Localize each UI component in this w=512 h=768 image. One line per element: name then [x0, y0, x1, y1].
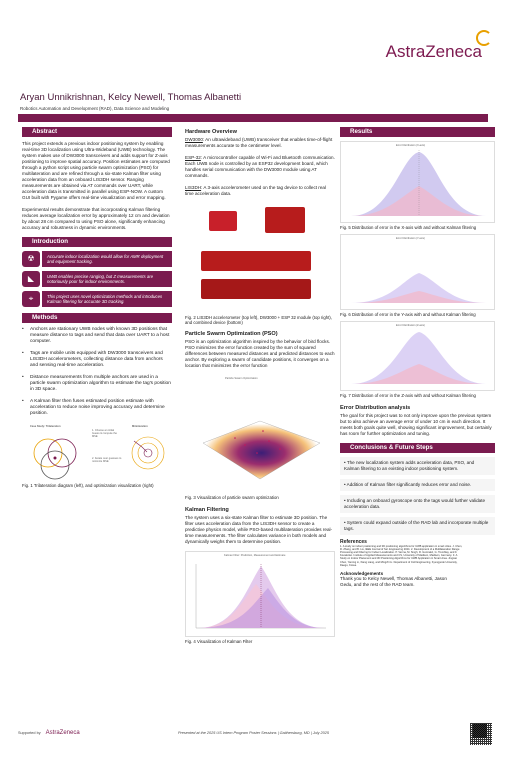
- methods-heading: Methods: [22, 313, 172, 323]
- fig7-caption: Fig. 7 Distribution of error in the Z-axis with and without Kalman filtering: [340, 393, 476, 399]
- pso-body: PSO is an optimization algorithm inspired by the behavior of bird flocks. PSO minimizes the error function created by the sum of squared differences between measured distances and predicted distances to each anchor. By exploring a swarm of candidate positions, it converges on a location that minimizes the error function: [185, 339, 335, 369]
- methods-item: • Distance measurements from multiple anchors are used in a particle swarm optimization algorithm to estimate the tag's position in 3D space.: [22, 375, 172, 393]
- introduction-heading: Introduction: [22, 237, 172, 247]
- conclusion-item-text: Including an onboard gyroscope onto the tags would further validate acceleration data.: [344, 497, 486, 509]
- methods-item: • Tags are mobile units equipped with DW3000 transceivers and LIS3DH accelerometers, collecting distance data from anchors and sensing real-time acceleration.: [22, 351, 172, 369]
- fig1-step2: 2. Iterate over guesses to minimize MSE: [92, 457, 122, 464]
- results-heading: Results: [340, 127, 495, 137]
- figure-1: [22, 423, 172, 481]
- signal-icon: ☢: [22, 251, 40, 267]
- supported-by-label: Supported by: [18, 731, 41, 735]
- fig1-left-label: Case Study: Trilateration: [30, 425, 61, 428]
- sponsor-logo: AstraZeneca: [45, 730, 80, 736]
- fig6-title: Error Distribution (Y-axis): [396, 237, 425, 241]
- references-heading: References: [340, 538, 367, 545]
- poster-footer: [18, 730, 488, 736]
- y-error-plot: [341, 239, 495, 310]
- fig5-caption: Fig. 5 Distribution of error in the X-axis with and without Kalman filtering: [340, 225, 477, 230]
- intro-item-text: Accurate indoor localization would allow for AMR deployment and equipment tracking.: [42, 251, 172, 267]
- conclusion-item: • The new localization system adds acceleration data, PSO, and Kalman filtering to an existing indoor positioning system.: [340, 457, 495, 475]
- abstract-heading: Abstract: [22, 127, 172, 137]
- astrazeneca-logo: AstraZeneca: [385, 42, 482, 61]
- combined-device-photo-2: [201, 279, 311, 299]
- methods-item: • Anchors are stationary UWB nodes with known 3D positions that measure distance to tags and send that data over UART to a host computer.: [22, 327, 172, 345]
- fig4-title: Kalman Filter: Prediction, Measurement and Estimate: [224, 553, 286, 557]
- abstract-body: [22, 141, 172, 231]
- fig5-title: Error Distribution (X-axis): [396, 144, 426, 147]
- presented-at-text: Presented at the 2025 US Intern Program Poster Sessions | Gaithersburg, MD | July 2025: [178, 731, 329, 735]
- conclusions-heading: Conclusions & Future Steps: [340, 443, 495, 453]
- hw-lis3dh-desc: : A 3-axis accelerometer used on the tag device to collect real time acceleration data.: [185, 185, 326, 196]
- acknowledgements-heading: Acknowledgements: [340, 571, 384, 577]
- hw-dw3000: [185, 137, 335, 149]
- figure-2: [185, 203, 335, 313]
- hardware-body: [185, 137, 335, 197]
- dw3000-esp32-board-photo: [265, 207, 305, 233]
- z-error-plot: [341, 326, 495, 391]
- footer-qr-code-icon: [473, 724, 487, 738]
- fig3-caption: Fig. 3 Visualization of particle swarm optimization: [185, 495, 279, 501]
- conclusion-item-text: Addition of Kalman filter significantly reduces error and noise.: [346, 481, 472, 487]
- pso-surface-plot: [185, 383, 335, 493]
- fig1-step1: 1. Choose an initial Guess & compute the MSE: [92, 429, 117, 439]
- x-error-plot: [341, 146, 495, 223]
- references-body: 1. A study on indoor positioning and 3D positioning algorithms for UWB application in smart cities. J. Chen, R. Zhang, and B. Liu, IEEE Journal of Sel. Engineering 2024. 2. Development of a Multilateration Range Processing and Filtering for Indoor Localization. P. Verma, M. Singh, R. Gonzalez, G. Tremblay, and F. Kovalenko. Institute of Applied Measurements and CS, University of Madison, Madison, Germany. 3. A Study on Indoor Placement and 3D Positioning Algorithms for UWB Application in Smart Area. Jingwei Chen, Yaming Li, Xiang Liang, and Mingzhi Li. Department of Civil Engineering, Kyungpook University, Daegu, Korea.: [340, 544, 463, 567]
- kalman-heading: Kalman Filtering: [185, 506, 229, 513]
- error-analysis-body: The goal for this project was to not only improve upon the previous system but to also achieve an average error of under 10 cm in each direction. It meets both goals quite well, showing significant improvement, but certainly has room for further optimization and tuning.: [340, 412, 492, 436]
- conclusion-item-text: The new localization system adds acceleration data, PSO, and Kalman filtering to an existing indoor positioning system.: [344, 459, 475, 471]
- abstract-p2: Experimental results demonstrate that incorporating Kalman filtering reduces average localization error by approximately 12 cm and deviation by about 28 cm compared to using PSO alone, significantly enhancing accuracy and robustness in dynamic environments.: [22, 207, 170, 230]
- fig1-caption: Fig. 1 Trilateration diagram (left), and optimization visualization (right): [22, 483, 154, 488]
- column-right: [340, 127, 495, 588]
- conclusion-item: • Including an onboard gyroscope onto the tags would further validate acceleration data.: [340, 495, 495, 513]
- fig4-caption: Fig. 4 Visualization of Kalman Filter: [185, 638, 253, 644]
- affiliation: Robotics Automation and Development (RAD), Data Science and Modeling: [20, 106, 170, 111]
- hw-lis3dh: [185, 185, 335, 197]
- authors: Aryan Unnikrishnan, Kelcy Newell, Thomas Albanetti: [20, 92, 242, 103]
- acknowledgements-body: Thank you to Kelcy Newell, Thomas Albanetti, Jason Gedu, and the rest of the RAD team.: [340, 576, 447, 588]
- fig7-title: Error Distribution (Z-axis): [396, 324, 425, 328]
- methods-item: • A Kalman filter then fuses estimated position estimate with acceleration to reduce noise improving accuracy and determine position.: [22, 399, 172, 417]
- intro-item: [22, 251, 172, 267]
- fig2-caption: Fig. 2 LIS3DH accelerometer (top left), DW3000 + ESP 32 module (top right), and combined device (bottom): [185, 315, 332, 326]
- combined-device-photo: [201, 251, 311, 271]
- hw-lis3dh-term: LIS3DH: [185, 185, 202, 190]
- hw-esp32-term: ESP-32: [185, 155, 201, 160]
- figure-4: [185, 551, 335, 637]
- intro-item: [22, 271, 172, 287]
- column-middle: [185, 127, 335, 648]
- kalman-plot: [186, 558, 334, 637]
- ruler-triangle-icon: ◣: [22, 271, 40, 287]
- methods-list: [22, 327, 172, 417]
- fig1-right-label: Minimization: [132, 425, 148, 428]
- conclusion-item: • System could expand outside of the RAD lab and incorporate multiple tags.: [340, 517, 495, 535]
- fig6-caption: Fig. 6 Distribution of error in the Y-axis with and without Kalman filtering: [340, 312, 476, 318]
- poster-header: [0, 0, 512, 84]
- intro-item-text: UWB enables precise ranging, but Z measurements are notoriously poor for indoor environments.: [42, 271, 172, 287]
- hw-esp32: [185, 155, 335, 179]
- hardware-heading: Hardware Overview: [185, 129, 237, 135]
- error-analysis-heading: Error Distribution analysis: [340, 404, 411, 411]
- column-left: [22, 127, 172, 492]
- fig3-title: Particle Swarm Optimization: [225, 377, 258, 381]
- pso-heading: Particle Swarm Optimization (PSO): [185, 331, 278, 338]
- trilateration-diagram: [26, 431, 86, 481]
- intro-item-text: This project uses novel optimization methods and introduces Kalman filtering for accurate 3D tracking.: [42, 291, 172, 307]
- conclusion-item: • Addition of Kalman filter significantly reduces error and noise.: [340, 479, 495, 491]
- pin-icon: ⌖: [22, 291, 40, 307]
- title-band: [18, 114, 488, 122]
- figure-6: [340, 234, 495, 310]
- intro-item: [22, 291, 172, 307]
- figure-7: [340, 321, 495, 391]
- hw-esp32-desc: : A microcontroller capable of Wi-Fi and Bluetooth communication. Each UWB node is controlled by an ESP32 development board, which handles serial communication with the DW3000 module using AT commands.: [185, 155, 335, 178]
- figure-5: [340, 141, 495, 223]
- abstract-p1: This project extends a previous indoor positioning system by enabling real-time 3D localization using Ultra-Wideband (UWB) technology. The system makes use of DW3000 transceivers and adds support for Z-axis positioning to improve spatial accuracy. Position estimates are computed through a python script using particle swarm optimization (PSO) for multilateration and are refined through a six-state Kalman filter using acceleration data from an onboard LIS3DH sensor. Ranging measurements are obtained via AT commands over UART, while acceleration data is transmitted in parallel using ESP-NOW. A custom GUI built with Pygame offers real-time visualization and error mapping.: [22, 141, 170, 200]
- hw-dw3000-term: DW3000: [185, 137, 203, 142]
- lis3dh-board-photo: [209, 211, 237, 231]
- hw-dw3000-desc: : An ultrawideband (UWB) transceiver that enables time-of-flight measurements accurate to the centimeter level.: [185, 137, 333, 148]
- conclusion-item-text: System could expand outside of the RAD lab and incorporate multiple tags.: [344, 519, 489, 531]
- figure-3: [185, 375, 335, 493]
- minimization-diagram: [128, 433, 168, 477]
- kalman-body: The system uses a six-state Kalman filter to estimate 3D position. The filter uses acceleration data from the LIS3DH sensor to create a predictive physics model, while PSO-based multilateration provides real-time measurements. The filter calculates variance in both models and dynamically weighs them to determine position.: [185, 514, 333, 544]
